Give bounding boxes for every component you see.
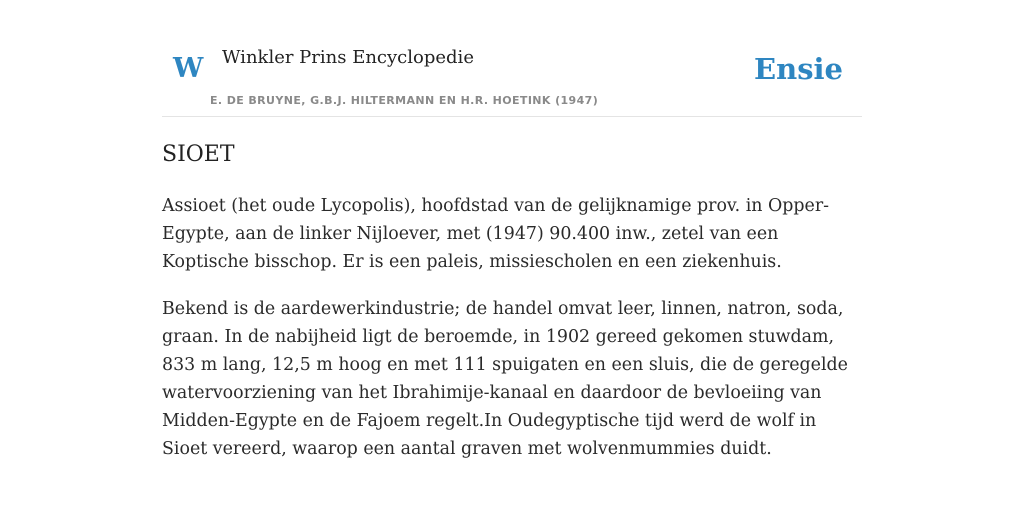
ensie-logo-link[interactable]: Ensie [754,52,843,86]
entry-paragraph-2: Bekend is de aardewerkindustrie; de handel omvat leer, linnen, natron, soda, graan. In de nabijheid ligt de beroemde, in 1902 gereed gekomen stuwdam, 833 m lang, 12,5 m hoog en met 111 spuigaten en een sluis, die de geregelde watervoorziening van het Ibrahimije-kanaal en daardoor de bevloeiing van Midden-Egypte en de Fajoem regelt.In Oudegyptische tijd werd de wolf in Sioet vereerd, waarop een aantal graven met wolvenmummies duidt. [162,299,848,459]
entry-title: SIOET [162,142,235,167]
entry-paragraph-1: Assioet (het oude Lycopolis), hoofdstad van de gelijknamige prov. in Opper-Egypte, aan de linker Nijloever, met (1947) 90.400 inw., zetel van een Koptische bisschop. Er is een paleis, missiescholen en een ziekenhuis. [162,196,830,272]
book-title-link[interactable]: Winkler Prins Encyclopedie [222,47,474,68]
entry-content [162,192,862,482]
book-authors: E. DE BRUYNE, G.B.J. HILTERMANN EN H.R. HOETINK (1947) [210,94,599,107]
site-header [162,0,862,117]
book-logo[interactable]: W [173,53,204,84]
